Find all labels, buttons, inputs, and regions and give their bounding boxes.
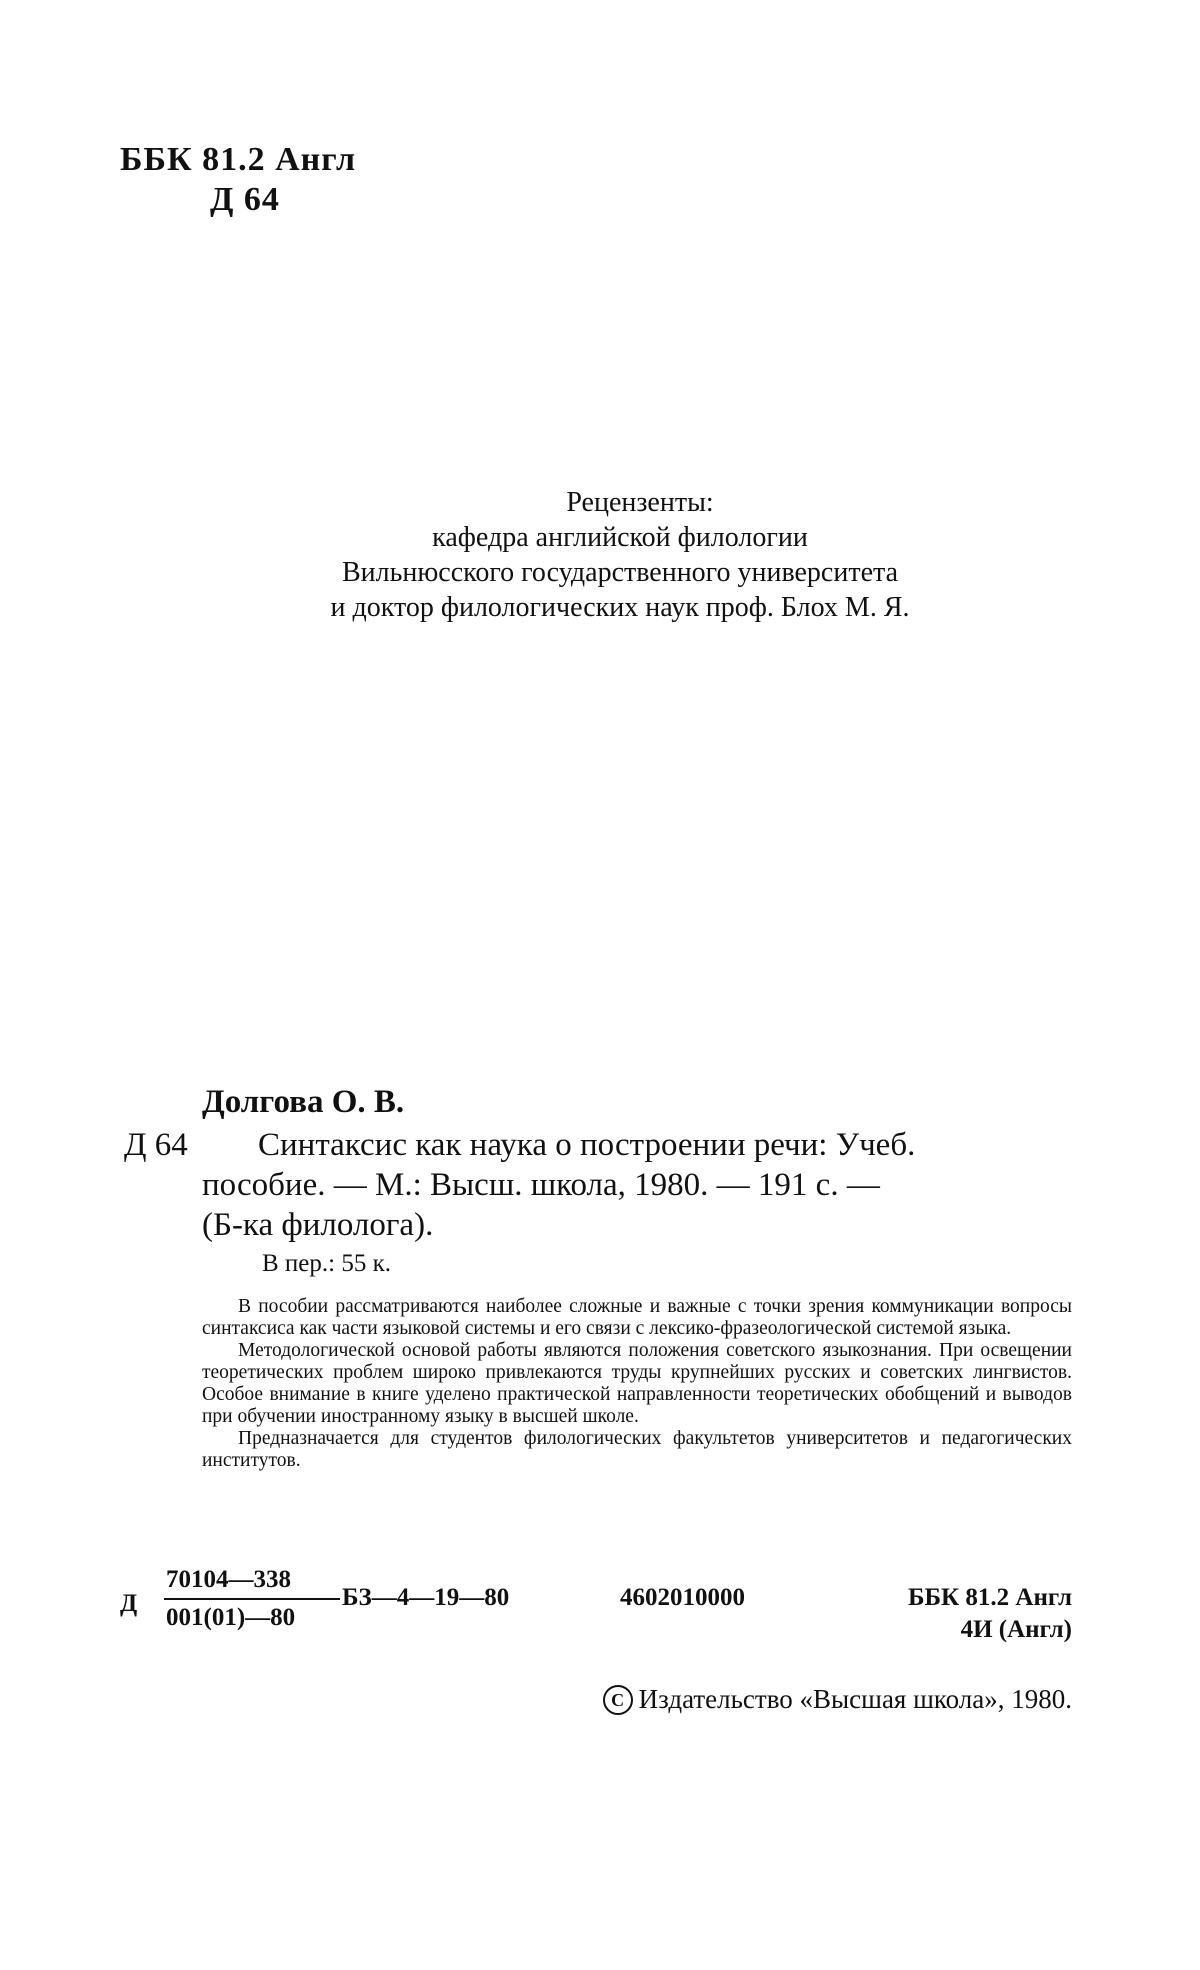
title-line: (Б-ка филолога). — [202, 1207, 434, 1243]
corner-index — [120, 140, 356, 220]
copyright-text: Издательство «Высшая школа», 1980. — [638, 1684, 1072, 1714]
corner-index-line2: Д 64 — [210, 181, 280, 218]
abstract-paragraph: Предназначается для студентов филологических факультетов университетов и педагогических институтов. — [202, 1428, 1072, 1471]
copyright-line — [450, 1684, 1072, 1715]
code-number: 4602010000 — [620, 1584, 745, 1611]
title-line: пособие. — М.: Высш. школа, 1980. — 191 с. — — [202, 1167, 880, 1203]
reviewers-line: кафедра английской филологии — [432, 522, 808, 553]
code-letter: Д — [120, 1590, 138, 1617]
abstract-paragraph: В пособии рассматриваются наиболее сложные и важные с точки зрения коммуникации вопросы синтаксиса как части языковой системы и его связи с лексико-фразеологической системой языка. — [202, 1296, 1072, 1339]
corner-index-line1: ББК 81.2 Англ — [120, 141, 357, 178]
reviewers-line: и доктор филологических наук проф. Блох М. Я. — [330, 592, 910, 623]
reviewers-heading: Рецензенты: — [566, 487, 714, 518]
abstract — [202, 1296, 1072, 1472]
reviewers-block — [200, 485, 1040, 625]
copyright-icon: C — [603, 1685, 633, 1715]
code-bbk2: 4И (Англ) — [960, 1616, 1072, 1643]
catalog-code: Д 64 — [124, 1127, 188, 1163]
reviewers-line: Вильнюсского государственного университета — [341, 557, 899, 588]
code-numerator: 70104—338 — [166, 1566, 291, 1593]
code-bbk: ББК 81.2 Англ — [907, 1584, 1072, 1611]
code-denominator: 001(01)—80 — [166, 1604, 296, 1631]
title-line: Синтаксис как наука о построении речи: Учеб. — [258, 1127, 916, 1163]
author-name: Долгова О. В. — [202, 1084, 405, 1120]
fraction-line — [164, 1598, 340, 1600]
code-series: БЗ—4—19—80 — [342, 1584, 510, 1611]
abstract-paragraph: Методологической основой работы являются положения советского языкознания. При освещении теоретических проблем широко привлекаются труды крупнейших русских и советских лингвистов. Особое внимание в книге уделено практической направленности теоретических обобщений и выводов при обучении иностранному языку в высшей школе. — [202, 1340, 1072, 1427]
price: В пер.: 55 к. — [262, 1250, 391, 1277]
